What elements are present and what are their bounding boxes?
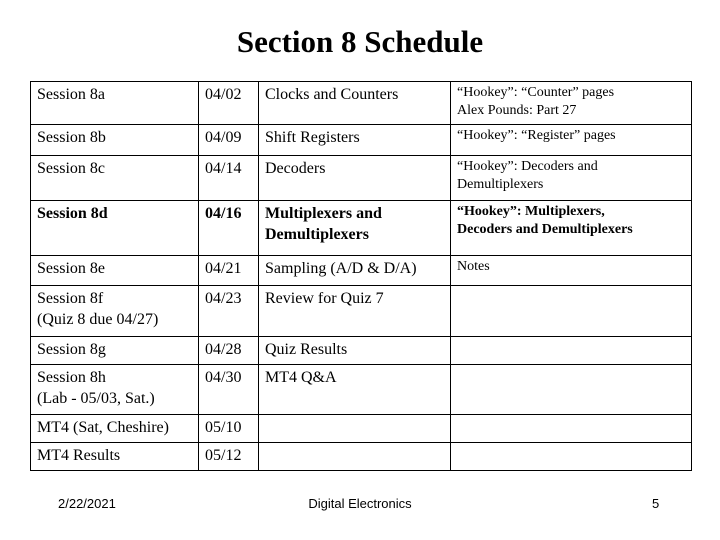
topic-cell: Decoders [259, 156, 451, 201]
date-cell: 04/02 [199, 82, 259, 125]
date-cell: 04/23 [199, 286, 259, 337]
session-cell: MT4 (Sat, Cheshire) [31, 415, 199, 443]
table-row [31, 256, 692, 286]
table-row [31, 82, 692, 125]
schedule-table-body [31, 82, 692, 471]
date-cell: 04/14 [199, 156, 259, 201]
topic-cell [259, 415, 451, 443]
session-cell: Session 8e [31, 256, 199, 286]
notes-cell [451, 337, 692, 365]
session-cell: Session 8g [31, 337, 199, 365]
session-cell: Session 8a [31, 82, 199, 125]
session-cell: Session 8d [31, 201, 199, 256]
table-row [31, 286, 692, 337]
schedule-table [30, 81, 692, 471]
session-cell: MT4 Results [31, 443, 199, 471]
table-row [31, 125, 692, 156]
session-cell: Session 8h (Lab - 05/03, Sat.) [31, 365, 199, 415]
table-row [31, 337, 692, 365]
table-row [31, 365, 692, 415]
topic-cell: Clocks and Counters [259, 82, 451, 125]
topic-cell: Multiplexers and Demultiplexers [259, 201, 451, 256]
session-cell: Session 8c [31, 156, 199, 201]
table-row [31, 443, 692, 471]
topic-cell: Shift Registers [259, 125, 451, 156]
topic-cell: MT4 Q&A [259, 365, 451, 415]
session-cell: Session 8f (Quiz 8 due 04/27) [31, 286, 199, 337]
notes-cell: Notes [451, 256, 692, 286]
date-cell: 04/09 [199, 125, 259, 156]
notes-cell: “Hookey”: “Counter” pages Alex Pounds: Part 27 [451, 82, 692, 125]
footer-course: Digital Electronics [308, 496, 412, 511]
notes-cell [451, 365, 692, 415]
date-cell: 04/16 [199, 201, 259, 256]
session-cell: Session 8b [31, 125, 199, 156]
date-cell: 04/30 [199, 365, 259, 415]
footer-date: 2/22/2021 [58, 496, 116, 511]
date-cell: 05/12 [199, 443, 259, 471]
table-row [31, 201, 692, 256]
notes-cell: “Hookey”: Multiplexers, Decoders and Demultiplexers [451, 201, 692, 256]
date-cell: 04/21 [199, 256, 259, 286]
notes-cell [451, 443, 692, 471]
table-row [31, 415, 692, 443]
footer-page-number: 5 [652, 496, 660, 511]
date-cell: 04/28 [199, 337, 259, 365]
topic-cell [259, 443, 451, 471]
notes-cell [451, 286, 692, 337]
table-row [31, 156, 692, 201]
date-cell: 05/10 [199, 415, 259, 443]
notes-cell: “Hookey”: Decoders and Demultiplexers [451, 156, 692, 201]
topic-cell: Sampling (A/D & D/A) [259, 256, 451, 286]
topic-cell: Review for Quiz 7 [259, 286, 451, 337]
notes-cell: “Hookey”: “Register” pages [451, 125, 692, 156]
topic-cell: Quiz Results [259, 337, 451, 365]
page-title: Section 8 Schedule [236, 24, 484, 59]
notes-cell [451, 415, 692, 443]
